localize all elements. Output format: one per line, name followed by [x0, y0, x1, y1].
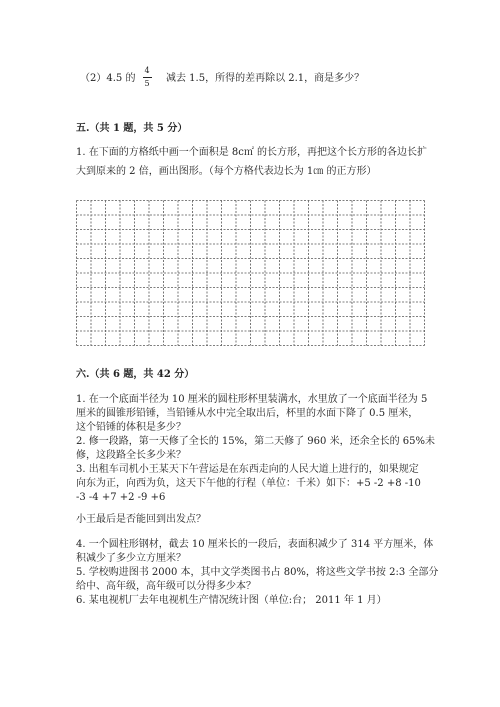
section-6-line-6: 3. 出租车司机小王某天下午营运是在东西走向的人民大道上进行的，如果规定 [76, 464, 419, 475]
section-6-line-12: 5. 学校购进图书 2000 本，其中文学类图书占 80%，将这些文学书按 2:3 全部分 [76, 567, 439, 578]
question-2-suffix: 减去 1.5，所得的差再除以 2.1，商是多少？ [166, 73, 365, 84]
section-6-heading: 六.（共 6 题，共 42 分） [76, 369, 195, 380]
section-6-line-10: 4. 一个圆柱形钢材，截去 10 厘米长的一段后，表面积减少了 314 平方厘米，体 [76, 539, 434, 550]
section-6-line-9: 小王最后是否能回到出发点？ [76, 514, 206, 525]
section-6-line-1: 1. 在一个底面半径为 10 厘米的圆柱形杯里装满水，水里放了一个底面半径为 5 [76, 394, 428, 405]
section-6-line-2: 厘米的圆锥形铅锤，当铅锤从水中完全取出后，杯里的水面下降了 0.5 厘米， [76, 408, 419, 419]
section-6-line-3: 这个铅锤的体积是多少？ [76, 422, 186, 433]
section-6-line-11: 积减少了多少立方厘米？ [76, 553, 186, 564]
section-5-line-1: 1. 在下面的方格纸中画一个面积是 8c㎡ 的长方形，再把这个长方形的各边长扩 [76, 147, 428, 158]
section-6-line-8: -3 -4 +7 +2 -9 +6 [76, 492, 166, 503]
question-2-prefix: （2）4.5 的 [80, 73, 136, 84]
section-6-line-7: 向东为正，向西为负，这天下午他的行程（单位：千米）如下：+5 -2 +8 -10 [76, 478, 421, 489]
fraction-numerator: 4 [144, 66, 150, 75]
fraction-bar [143, 77, 152, 78]
section-6-line-5: 修，这段路全长多少米？ [76, 450, 186, 461]
grid-paper [76, 200, 426, 347]
section-6-line-13: 给中、高年级，高年级可以分得多少本？ [76, 581, 256, 592]
fraction-denominator: 5 [144, 79, 150, 88]
section-5-line-2: 大到原来的 2 倍，画出图形。（每个方格代表边长为 1㎝ 的正方形） [76, 166, 377, 177]
section-5-heading: 五.（共 1 题，共 5 分） [76, 123, 188, 134]
section-6-line-14: 6. 某电视机厂去年电视机生产情况统计图（单位:台； 2011 年 1 月） [76, 595, 387, 606]
section-6-line-4: 2. 修一段路，第一天修了全长的 15%，第二天修了 960 米，还余全长的 65%未 [76, 436, 435, 447]
